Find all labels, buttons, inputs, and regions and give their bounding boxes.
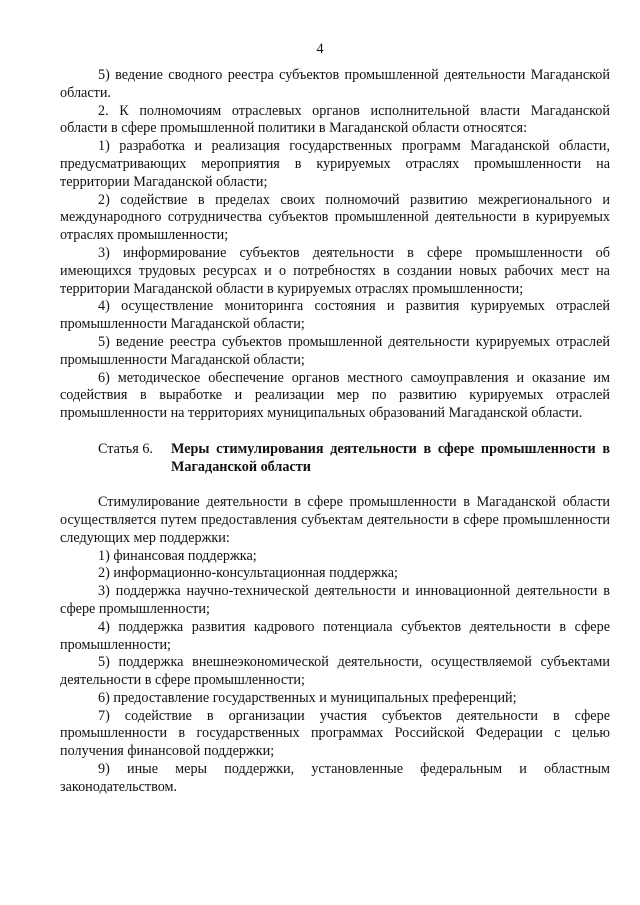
article-title: Меры стимулирования деятельности в сфере промышленности в Магаданской области: [171, 440, 610, 475]
paragraph: 1) финансовая поддержка;: [98, 547, 257, 564]
document-body: [60, 67, 610, 797]
paragraph: 4) осуществление мониторинга состояния и развития курируемых отраслей промышленности Магаданской области;: [60, 298, 610, 333]
spacer: [60, 423, 610, 441]
paragraph: 1) разработка и реализация государственных программ Магаданской области, предусматривающих мероприятия в курируемых отраслях промышленности на территории Магаданской области;: [60, 138, 610, 190]
article-heading: [60, 441, 610, 477]
paragraph: 5) ведение реестра субъектов промышленной деятельности курируемых отраслей промышленности Магаданской области;: [60, 333, 610, 368]
article-label: Статья 6.: [98, 440, 153, 457]
page-number: 4: [316, 41, 324, 57]
paragraph: 2) информационно-консультационная поддержка;: [98, 565, 398, 582]
paragraph: 2. К полномочиям отраслевых органов исполнительной власти Магаданской области в сфере промышленной политики в Магаданской области относятся:: [60, 102, 610, 137]
paragraph: 6) предоставление государственных и муниципальных преференций;: [98, 689, 517, 706]
paragraph: 4) поддержка развития кадрового потенциала субъектов деятельности в сфере промышленности;: [60, 618, 610, 653]
paragraph: 6) методическое обеспечение органов местного самоуправления и оказание им содействия в выработке и реализации мер по развитию курируемых отраслей промышленности на территориях муниципальных образований Магаданской области.: [60, 369, 610, 422]
paragraph: 7) содействие в организации участия субъектов деятельности в сфере промышленности в государственных программах Российской Федерации с целью получения финансовой поддержки;: [60, 707, 610, 760]
paragraph: 5) ведение сводного реестра субъектов промышленной деятельности Магаданской области.: [60, 67, 610, 101]
spacer: [60, 476, 610, 494]
paragraph: 2) содействие в пределах своих полномочий развитию межрегионального и международного сотрудничества субъектов промышленной деятельности в курируемых отраслях промышленности;: [60, 191, 610, 244]
paragraph: 9) иные меры поддержки, установленные федеральным и областным законодательством.: [60, 761, 610, 795]
paragraph: 5) поддержка внешнеэкономической деятельности, осуществляемой субъектами деятельности в сфере промышленности;: [60, 654, 610, 689]
paragraph: 3) поддержка научно-технической деятельности и инновационной деятельности в сфере промышленности;: [60, 583, 610, 617]
paragraph: Стимулирование деятельности в сфере промышленности в Магаданской области осуществляется путем предоставления субъектам деятельности в сфере промышленности следующих мер поддержки:: [60, 494, 610, 546]
paragraph: 3) информирование субъектов деятельности в сфере промышленности об имеющихся трудовых ресурсах и о потребностях в создании новых рабочих мест на территории Магаданской области в курируемых отраслях промышленности;: [60, 244, 610, 297]
